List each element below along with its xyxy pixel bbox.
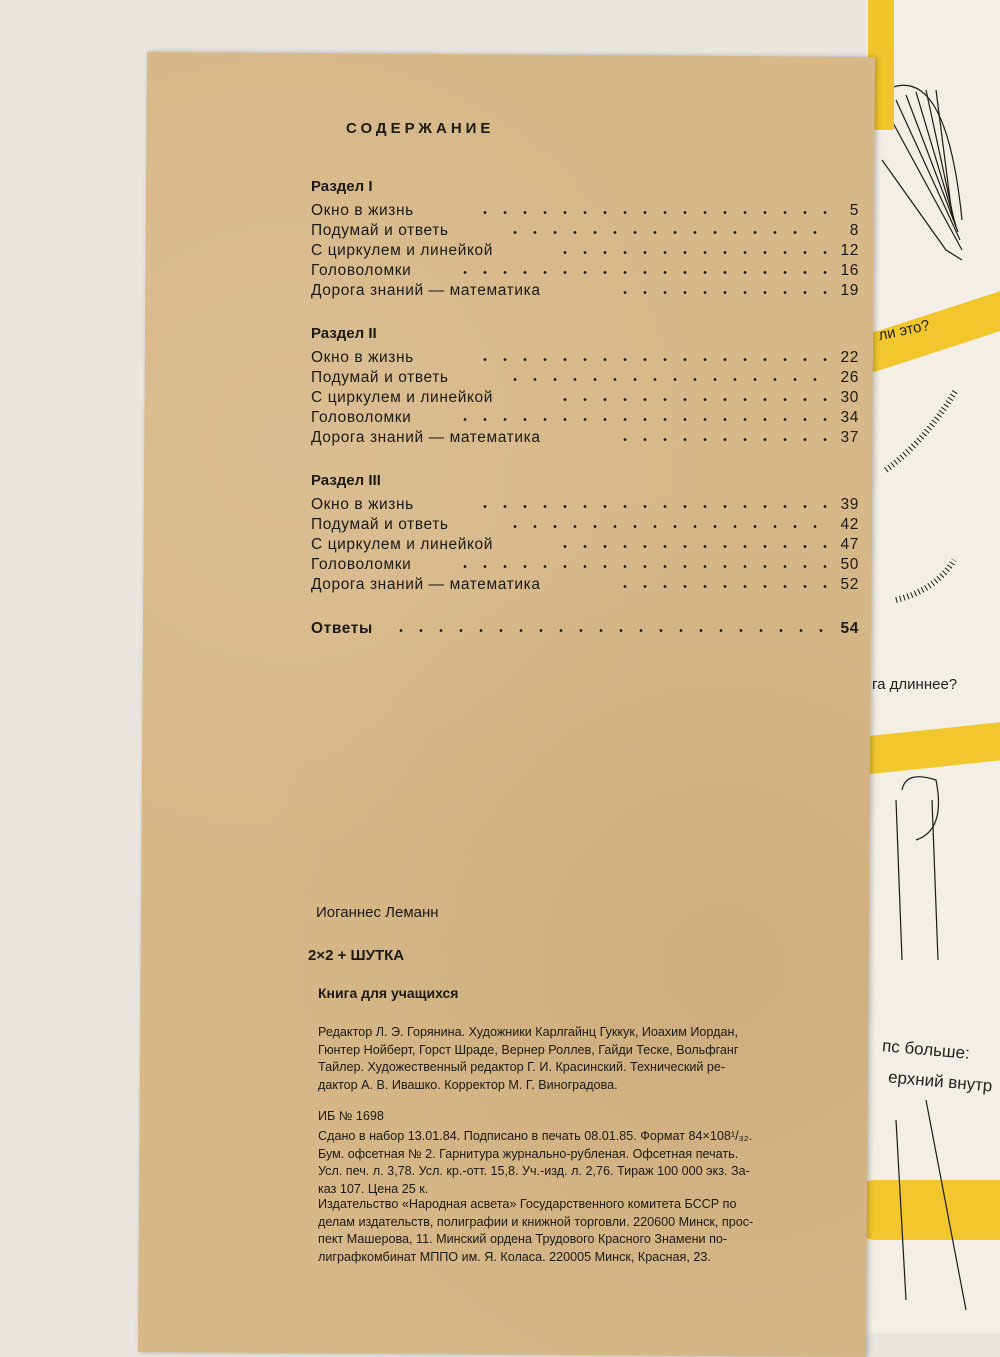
leader-dots	[391, 629, 833, 632]
leader-dots	[475, 358, 833, 361]
toc-row	[311, 536, 859, 556]
toc-row	[311, 409, 859, 429]
toc-row	[311, 429, 859, 449]
publisher-line: пект Машерова, 11. Минский ордена Трудового Красного Знамени по-	[318, 1232, 728, 1246]
book-subtitle: Книга для учащихся	[318, 985, 459, 1001]
leader-dots	[555, 251, 833, 254]
toc-item-label: Дорога знаний — математика	[311, 576, 541, 593]
leader-dots	[475, 211, 833, 214]
toc-item-page: 50	[840, 556, 859, 573]
leader-dots	[555, 545, 833, 548]
toc-item-page: 52	[840, 576, 859, 593]
toc-item-label: Подумай и ответь	[311, 516, 449, 533]
toc-item-label: Окно в жизнь	[311, 202, 414, 219]
toc-row	[311, 389, 859, 409]
print-info-line: Сдано в набор 13.01.84. Подписано в печать 08.01.85. Формат 84×108¹/₃₂.	[318, 1129, 753, 1143]
toc-row	[311, 282, 859, 302]
fragment-text: пс больше:	[881, 1036, 971, 1063]
leader-dots	[615, 438, 833, 441]
toc-item-page: 34	[840, 409, 859, 426]
author-name: Иоганнес Леманн	[316, 904, 439, 921]
toc-item-page: 5	[849, 202, 859, 219]
toc-item-label: С циркулем и линейкой	[311, 389, 493, 406]
print-info-line: Усл. печ. л. 3,78. Усл. кр.-отт. 15,8. Уч.-изд. л. 2,76. Тираж 100 000 экз. За-	[318, 1164, 750, 1178]
toc-item-page: 54	[840, 620, 859, 637]
toc-item-page: 12	[840, 242, 859, 259]
toc-item-label: Окно в жизнь	[311, 496, 414, 513]
toc-item-label: С циркулем и линейкой	[311, 242, 493, 259]
fragment-text: ли это?	[876, 316, 932, 345]
toc-row	[311, 222, 859, 242]
facing-page	[866, 0, 1000, 1333]
leader-dots	[505, 525, 833, 528]
section-heading: Раздел I	[311, 178, 373, 195]
print-info-line: Бум. офсетная № 2. Гарнитура журнально-рубленая. Офсетная печать.	[318, 1146, 739, 1161]
toc-item-label: Подумай и ответь	[311, 369, 449, 386]
publisher-line: делам издательств, полиграфии и книжной торговли. 220600 Минск, прос-	[318, 1214, 754, 1229]
leader-dots	[455, 565, 833, 568]
toc-item-page: 8	[849, 222, 859, 239]
credits-line: дактор А. В. Ивашко. Корректор М. Г. Виноградова.	[318, 1077, 618, 1092]
leader-dots	[615, 291, 833, 294]
toc-item-page: 37	[840, 429, 859, 446]
leader-dots	[555, 398, 833, 401]
toc-item-label: Дорога знаний — математика	[311, 429, 541, 446]
toc-item-page: 22	[840, 349, 859, 366]
publisher-line: Издательство «Народная асвета» Государственного комитета БССР по	[318, 1197, 737, 1211]
book-title: 2×2 + ШУТКА	[308, 947, 405, 964]
toc-item-page: 26	[840, 369, 859, 386]
credits-paragraph	[318, 1024, 874, 1094]
toc-item-label: Окно в жизнь	[311, 349, 414, 366]
toc-item-page: 19	[840, 282, 859, 299]
credits-line: Тайлер. Художественный редактор Г. И. Красинский. Технический ре-	[318, 1060, 726, 1074]
toc-item-label: Дорога знаний — математика	[311, 282, 541, 299]
toc-row	[311, 516, 859, 536]
toc-row	[311, 369, 859, 389]
print-info-line: каз 107. Цена 25 к.	[318, 1181, 429, 1196]
toc-item-label: Головоломки	[311, 262, 412, 279]
credits-line: Гюнтер Нойберт, Горст Шраде, Вернер Роллев, Гайди Теске, Вольфганг	[318, 1042, 739, 1057]
toc-row	[311, 556, 859, 576]
credits-line: Редактор Л. Э. Горянина. Художники Карлгайнц Гуккук, Иоахим Иордан,	[318, 1025, 738, 1039]
toc-item-label: С циркулем и линейкой	[311, 536, 493, 553]
section-heading: Раздел II	[311, 325, 377, 342]
toc-item-page: 16	[840, 262, 859, 279]
leader-dots	[505, 378, 833, 381]
ib-number	[318, 1108, 874, 1126]
section-heading: Раздел III	[311, 472, 381, 489]
print-info-paragraph	[318, 1128, 874, 1198]
toc-row	[311, 576, 859, 596]
fragment-text: га длиннее?	[872, 676, 958, 693]
toc-row	[311, 496, 859, 516]
toc-row	[311, 202, 859, 222]
toc-item-label: Ответы	[311, 620, 373, 637]
toc-row	[311, 349, 859, 369]
leader-dots	[505, 231, 833, 234]
leader-dots	[455, 418, 833, 421]
fragment-text: ерхний внутр	[887, 1067, 994, 1096]
leader-dots	[475, 505, 833, 508]
publisher-line: лиграфкомбинат МППО им. Я. Коласа. 220005 Минск, Красная, 23.	[318, 1249, 711, 1264]
toc-item-label: Головоломки	[311, 556, 412, 573]
leader-dots	[455, 271, 833, 274]
toc-item-label: Головоломки	[311, 409, 412, 426]
toc-item-page: 47	[840, 536, 859, 553]
toc-answers-row	[311, 620, 859, 640]
toc-item-page: 39	[840, 496, 859, 513]
facing-page-illustrations	[866, 0, 1000, 1333]
toc-item-label: Подумай и ответь	[311, 222, 449, 239]
toc-title: СОДЕРЖАНИЕ	[346, 120, 495, 137]
toc-row	[311, 242, 859, 262]
ib-number-text: ИБ № 1698	[318, 1109, 384, 1123]
leader-dots	[615, 585, 833, 588]
publisher-paragraph	[318, 1196, 874, 1266]
toc-item-page: 30	[840, 389, 859, 406]
toc-item-page: 42	[840, 516, 859, 533]
toc-row	[311, 262, 859, 282]
